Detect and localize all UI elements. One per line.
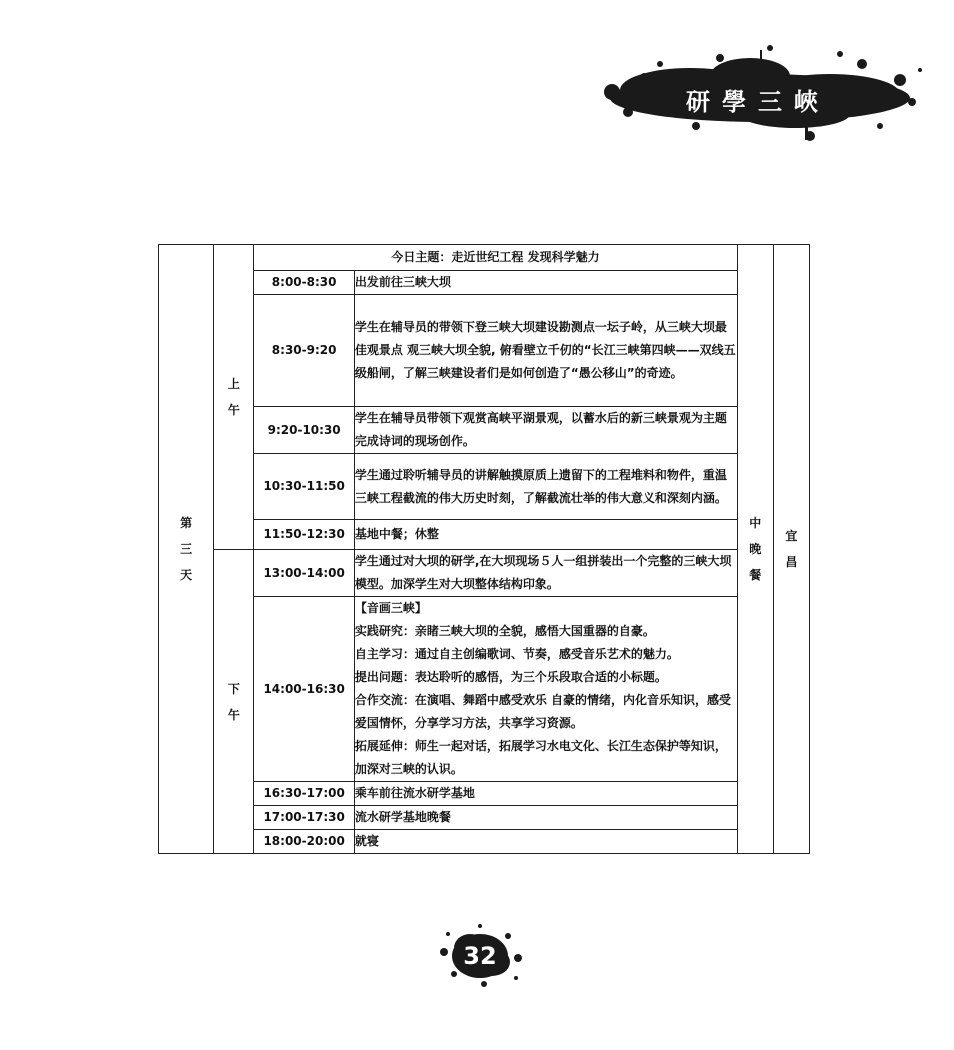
activity-cell xyxy=(354,597,737,782)
day-theme: 今日主题：走近世纪工程 发现科学魅力 xyxy=(254,245,737,271)
paragraph: 自主学习：通过自主创编歌词、节奏，感受音乐艺术的魅力。 xyxy=(354,647,679,661)
time-cell: 11:50-12:30 xyxy=(254,520,354,550)
time-cell: 8:30-9:20 xyxy=(254,295,354,407)
day-label-cell xyxy=(159,245,214,854)
table-row xyxy=(159,550,810,597)
time-cell: 16:30-17:00 xyxy=(254,782,354,806)
activity-cell: 学生通过聆听辅导员的讲解触摸原质上遗留下的工程堆料和物件，重温三峡工程截流的伟大历史时刻，了解截流壮举的伟大意义和深刻内涵。 xyxy=(354,454,737,520)
activity-cell: 学生通过对大坝的研学,在大坝现场５人一组拼装出一个完整的三峡大坝模型。加深学生对大坝整体结构印象。 xyxy=(354,550,737,597)
lodging-label: 宜昌 xyxy=(785,529,798,569)
paragraph: 合作交流：在演唱、舞蹈中感受欢乐 自豪的情绪，内化音乐知识，感受爱国情怀，分享学习方法，共享学习资源。 xyxy=(354,693,732,730)
activity-cell: 就寝 xyxy=(354,830,737,854)
activity-cell: 学生在辅导员的带领下登三峡大坝建设勘测点一坛子岭，从三峡大坝最佳观景点 观三峡大坝全貌, 俯看壁立千仞的“长江三峡第四峡——双线五级船闸，了解三峡建设者们是如何创造了“愚公移山”的奇迹。 xyxy=(354,295,737,407)
time-cell: 18:00-20:00 xyxy=(254,830,354,854)
activity-cell: 乘车前往流水研学基地 xyxy=(354,782,737,806)
afternoon-label: 下午 xyxy=(227,681,240,722)
activity-cell: 基地中餐；休整 xyxy=(354,520,737,550)
section-title: 【音画三峡】 xyxy=(354,601,427,615)
time-cell: 10:30-11:50 xyxy=(254,454,354,520)
afternoon-label-cell xyxy=(214,550,254,854)
meal-label: 中晚餐 xyxy=(749,516,762,582)
morning-label: 上午 xyxy=(227,377,240,417)
table-row xyxy=(159,806,810,830)
day-label: 第三天 xyxy=(180,516,193,582)
table-row xyxy=(159,295,810,407)
table-row xyxy=(159,271,810,295)
table-row xyxy=(159,830,810,854)
time-cell: 14:00-16:30 xyxy=(254,597,354,782)
schedule-table xyxy=(158,244,810,854)
table-row xyxy=(159,782,810,806)
page-number: 32 xyxy=(463,942,497,970)
table-row xyxy=(159,597,810,782)
paragraph: 实践研究：亲睹三峡大坝的全貌，感悟大国重器的自豪。 xyxy=(354,624,655,638)
activity-cell: 流水研学基地晚餐 xyxy=(354,806,737,830)
activity-cell: 学生在辅导员带领下观赏高峡平湖景观，以蓄水后的新三峡景观为主题完成诗词的现场创作。 xyxy=(354,407,737,454)
paragraph: 拓展延伸：师生一起对话，拓展学习水电文化、长江生态保护等知识，加深对三峡的认识。 xyxy=(354,739,727,776)
time-cell: 13:00-14:00 xyxy=(254,550,354,597)
meal-label-cell xyxy=(737,245,773,854)
activity-cell: 出发前往三峡大坝 xyxy=(354,271,737,295)
time-cell: 8:00-8:30 xyxy=(254,271,354,295)
page-number-badge xyxy=(434,922,526,988)
brand-title: 研學三峽 xyxy=(686,87,830,116)
lodging-label-cell xyxy=(773,245,809,854)
time-cell: 9:20-10:30 xyxy=(254,407,354,454)
table-row xyxy=(159,454,810,520)
header-brand xyxy=(600,40,930,150)
table-row xyxy=(159,520,810,550)
time-cell: 17:00-17:30 xyxy=(254,806,354,830)
paragraph: 提出问题：表达聆听的感悟，为三个乐段取合适的小标题。 xyxy=(354,670,667,684)
table-row xyxy=(159,407,810,454)
morning-label-cell xyxy=(214,245,254,550)
table-row-theme xyxy=(159,245,810,271)
